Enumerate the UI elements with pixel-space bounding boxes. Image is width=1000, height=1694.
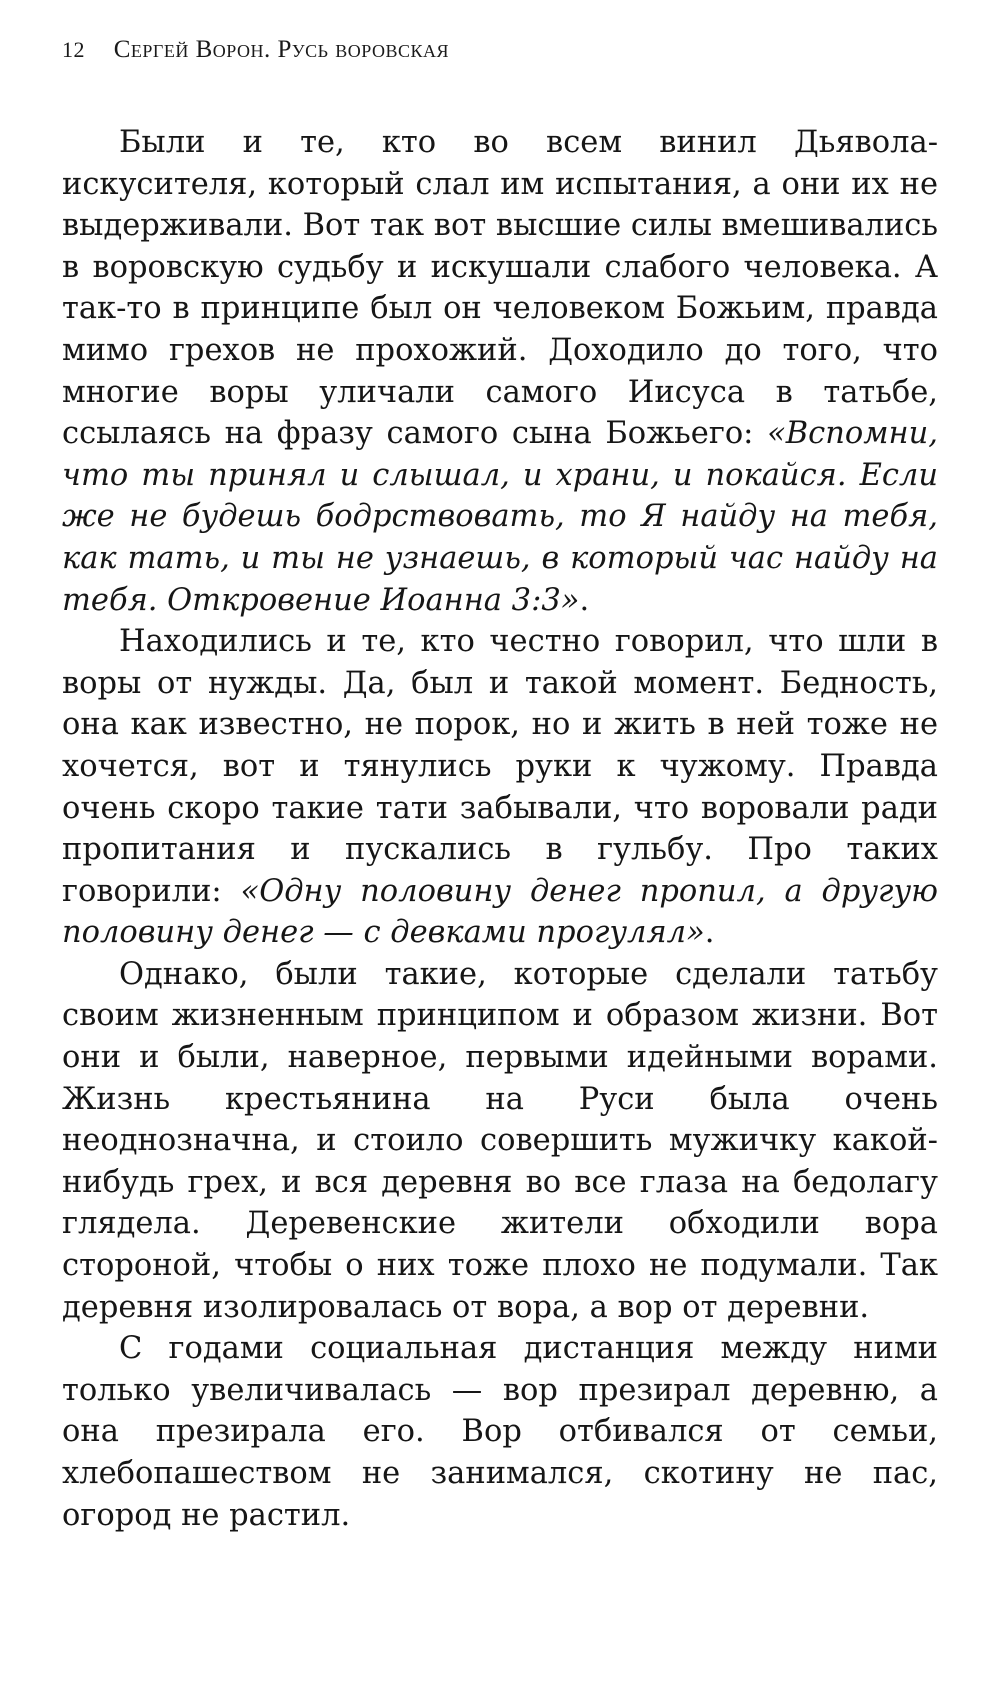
running-title: Сергей Ворон. Русь воровская bbox=[113, 36, 449, 63]
folk-saying-quote: «Одну половину денег пропил, а другую половину денег — с девками прогулял» bbox=[62, 873, 938, 951]
bible-quote: «Вспомни, что ты принял и слышал, и храни, и покайся. Если же не будешь бодрствовать, то Я найду на тебя, как тать, и ты не узнаешь, в который час найду на тебя. Откровение Иоанна 3:3» bbox=[62, 416, 938, 618]
running-header bbox=[62, 36, 449, 64]
paragraph-1 bbox=[62, 122, 938, 621]
paragraph-3 bbox=[62, 954, 938, 1328]
paragraph-text: Находились и те, кто честно говорил, что шли в воры от нужды. Да, был и такой момент. Бедность, она как известно, не порок, но и жить в ней тоже не хочется, вот и тянулись руки к чужому. Правда очень скоро такие тати забывали, что воровали ради пропитания и пускались в гульбу. Про таких говорили: bbox=[62, 624, 938, 909]
paragraph-text: Были и те, кто во всем винил Дьявола-искусителя, который слал им испытания, а они их не выдерживали. Вот так вот высшие силы вмешивались в воровскую судьбу и искушали слабого человека. А так-то в принципе был он человеком Божьим, правда мимо грехов не прохожий. Доходило до того, что многие воры уличали самого Иисуса в татьбе, ссылаясь на фразу самого сына Божьего: bbox=[62, 125, 938, 452]
page-number: 12 bbox=[62, 37, 85, 62]
paragraph-2 bbox=[62, 621, 938, 954]
body-text bbox=[62, 122, 938, 1536]
paragraph-text: Однако, были такие, которые сделали татьбу своим жизненным принципом и образом жизни. Вот они и были, наверное, первыми идейными ворами. Жизнь крестьянина на Руси была очень неоднозначна, и стоило совершить мужичку какой-нибудь грех, и вся деревня во все глаза на бедолагу глядела. Деревенские жители обходили вора стороной, чтобы о них тоже плохо не подумали. Так деревня изолировалась от вора, а вор от деревни. bbox=[62, 956, 938, 1325]
paragraph-4 bbox=[62, 1328, 938, 1536]
paragraph-tail: . bbox=[579, 582, 590, 618]
paragraph-tail: . bbox=[704, 915, 715, 951]
paragraph-text: С годами социальная дистанция между ними только увеличивалась — вор презирал деревню, а она презирала его. Вор отбивался от семьи, хлебопашеством не занимался, скотину не пас, огород не растил. bbox=[62, 1331, 938, 1533]
